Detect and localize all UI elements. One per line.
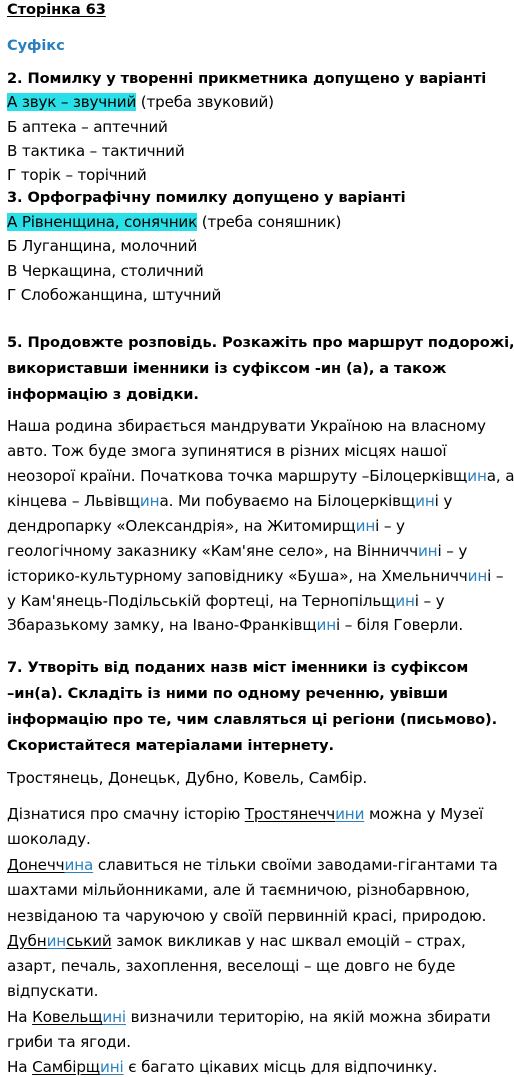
page-label: Сторінка 63 [7, 1, 106, 18]
q7-text-line [7, 1032, 131, 1052]
q5-text-line [7, 566, 503, 586]
q2-option-b: Б аптека – аптечний [7, 118, 168, 136]
suffix-segment: ині [102, 1008, 126, 1026]
suffix-segment: ин [417, 542, 438, 560]
text-segment: авто. Тож буде змога зупинятися в різних місцях нашої [7, 442, 447, 460]
q2-heading: 2. Помилку у творенні прикметника допущено у варіанті [7, 70, 487, 87]
q5-heading-line: інформацію з довідки. [7, 386, 199, 403]
q3-heading: 3. Орфографічну помилку допущено у варіанті [7, 189, 406, 206]
text-segment: незвіданою та чаруючою у своїй первинній красі, природою. [7, 907, 487, 925]
q7-heading-line: інформацію про те, чим славляться ці регіони (письмово). [7, 711, 498, 728]
underlined-segment: ський [66, 932, 112, 950]
text-segment: і – у [414, 592, 445, 610]
text-segment: Дізнатися про смачну історію [7, 805, 245, 823]
text-segment: і – [487, 567, 504, 585]
q7-text-line [7, 880, 470, 900]
text-segment: шоколаду. [7, 830, 91, 848]
suffix-segment: ин [395, 592, 415, 610]
suffix-segment: ина [64, 856, 94, 874]
text-segment: славиться не тільки своїми заводами-гігантами та [93, 856, 498, 874]
q2-answer-highlight: А звук – звучний [7, 93, 137, 111]
q2-option-d: Г торік – торічний [7, 166, 147, 184]
q2-option-c: В тактика – тактичний [7, 142, 185, 160]
text-segment: у Кам'янець-Подільській фортеці, на Тернопільщ [7, 592, 396, 610]
suffix-segment: ин [316, 616, 336, 634]
section-title: Суфікс [7, 37, 65, 54]
suffix-segment: ині [99, 1058, 124, 1076]
underlined-segment: Ковельщ [32, 1008, 103, 1026]
q7-heading-line: Скористайтеся матеріалами інтернету. [7, 737, 334, 754]
q7-heading-line: –ин(а). Складіть із ними по одному реченню, увівши [7, 685, 448, 702]
text-segment: Збаразькому замку, на Івано-Франківщ [7, 616, 317, 634]
q3-option-d: Г Слобожанщина, штучний [7, 286, 222, 304]
text-segment: і – у [375, 517, 405, 535]
q7-text-line [7, 906, 486, 926]
q3-answer-note: (треба соняшник) [197, 213, 342, 231]
q3-answer [7, 212, 341, 232]
text-segment: відпускати. [7, 982, 99, 1000]
q5-text-line [7, 516, 405, 536]
text-segment: дендропарку «Олександрія», на Житомирщ [7, 517, 356, 535]
text-segment: а, а [486, 467, 514, 485]
suffix-segment: ин [415, 492, 435, 510]
q7-text-line [7, 1007, 491, 1027]
q3-option-c: В Черкащина, столичний [7, 262, 204, 280]
q5-text-line [7, 491, 452, 511]
q7-text-line [7, 981, 98, 1001]
text-segment: а. Ми побуваємо на Білоцерківщ [159, 492, 416, 510]
text-segment: можна у Музеї [364, 805, 484, 823]
q5-text-line [7, 416, 486, 436]
suffix-segment: ин [467, 567, 488, 585]
suffix-segment: ини [335, 805, 365, 823]
q7-text-line [7, 931, 466, 951]
q7-text-line [7, 829, 91, 849]
text-segment: кінцева – Львівщ [7, 492, 140, 510]
q7-cities: Тростянець, Донецьк, Дубно, Ковель, Самбір. [7, 769, 368, 787]
suffix-segment: ин [46, 932, 67, 950]
q2-answer [7, 92, 274, 112]
text-segment: і – біля Говерли. [336, 616, 464, 634]
suffix-segment: ин [355, 517, 376, 535]
text-segment: замок викликав у нас шквал емоцій – страх, [111, 932, 466, 950]
text-segment: і у [434, 492, 453, 510]
q5-text-line [7, 466, 514, 486]
underlined-segment: Донечч [7, 856, 65, 874]
q5-text-line [7, 591, 445, 611]
text-segment: Наша родина збирається мандрувати Україною на власному [7, 417, 486, 435]
text-segment: шахтами мільйонниками, але й таємничою, різнобарвною, [7, 881, 470, 899]
underlined-segment: Дубн [7, 932, 47, 950]
q7-text-line [7, 1057, 437, 1077]
q3-option-b: Б Луганщина, молочний [7, 237, 198, 255]
text-segment: неозорої країни. Початкова точка маршруту –Білоцерківщ [7, 467, 468, 485]
underlined-segment: Самбірщ [32, 1058, 100, 1076]
text-segment: визначили територію, на якій можна збирати [125, 1008, 491, 1026]
q5-heading-line: 5. Продовжте розповідь. Розкажіть про маршрут подорожі, [7, 334, 514, 351]
q5-text-line [7, 541, 467, 561]
suffix-segment: ин [467, 467, 487, 485]
q7-heading-line: 7. Утворіть від поданих назв міст іменники із суфіксом [7, 659, 469, 676]
q5-heading-line: використавши іменники із суфіксом -ин (а), а також [7, 360, 447, 377]
text-segment: є багато цікавих місць для відпочинку. [123, 1058, 438, 1076]
text-segment: На [7, 1008, 33, 1026]
underlined-segment: Тростянечч [244, 805, 336, 823]
q7-text-line [7, 855, 498, 875]
q3-answer-highlight: А Рівненщина, сонячник [7, 213, 198, 231]
q7-text-line [7, 804, 483, 824]
text-segment: історико-культурному заповіднику «Буша», на Хмельничч [7, 567, 468, 585]
text-segment: гриби та ягоди. [7, 1033, 131, 1051]
q5-text-line [7, 441, 446, 461]
text-segment: На [7, 1058, 33, 1076]
text-segment: азарт, печаль, захоплення, веселощі – ще довго не буде [7, 957, 456, 975]
q7-text-line [7, 956, 455, 976]
text-segment: геологічному заказнику «Кам'яне село», на Вінничч [7, 542, 418, 560]
q5-text-line [7, 615, 463, 635]
q2-answer-note: (треба звуковий) [136, 93, 274, 111]
suffix-segment: ин [139, 492, 160, 510]
text-segment: і – у [437, 542, 468, 560]
